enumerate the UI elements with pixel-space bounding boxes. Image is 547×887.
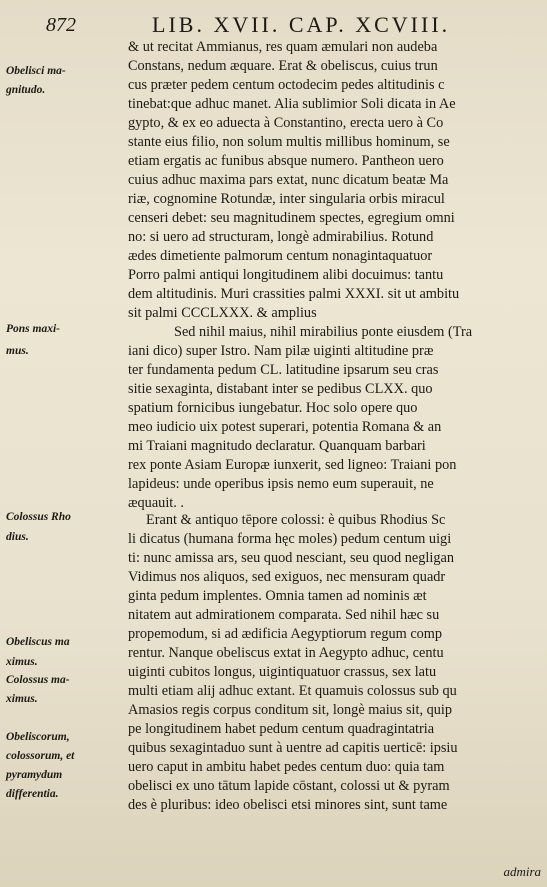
text-line: ginta pedum implentes. Omnia tamen ad nominis æt <box>128 588 427 604</box>
catchword: admira <box>503 864 541 879</box>
text-line: Porro palmi antiqui longitudinem alibi docuimus: tantu <box>128 267 444 283</box>
text-line: obelisci ex uno tātum lapide cōstant, colossi ut & pyram <box>128 778 450 794</box>
text-line: spatium fornicibus iungebatur. Hoc solo opere quo <box>128 400 418 416</box>
text-line: censeri debet: seu magnitudinem spectes, egregium omni <box>128 210 455 226</box>
text-line: sitie sexaginta, distabant inter se pedibus CLXX. quo <box>128 381 433 397</box>
text-line: des è pluribus: ideo obelisci etsi minores sint, sunt tame <box>128 797 448 813</box>
margin-note: gnitudo. <box>6 84 46 96</box>
text-line: ter fundamenta pedum CL. latitudine ipsarum seu cras <box>128 362 439 378</box>
page-header <box>46 12 547 36</box>
text-line: ti: nunc amissa ars, seu quod nesciant, seu quod negligan <box>128 550 454 566</box>
text-line: cuius adhuc maxima pars extat, nunc dicatum beatæ Ma <box>128 172 449 188</box>
text-line: æquauit. . <box>128 495 184 511</box>
text-line: cus præter pedem centum octodecim pedes altitudinis c <box>128 77 445 93</box>
text-line: Amasios regis corpus conditum sit, longè maius sit, quip <box>128 702 453 718</box>
margin-note: Colossus ma- <box>6 674 70 686</box>
margin-note: differentia. <box>6 788 59 800</box>
text-line: Erant & antiquo tēpore colossi: è quibus Rhodius Sc <box>146 512 446 528</box>
margin-note: Obeliscorum, <box>6 731 70 743</box>
running-head: LIB. XVII. CAP. XCVIII. <box>152 12 451 37</box>
text-line: nitatem aut admirationem comparata. Sed nihil hæc su <box>128 607 440 623</box>
text-line: propemodum, si ad ædificia Aegyptiorum regum comp <box>128 626 443 642</box>
margin-note: Pons maxi- <box>6 323 60 335</box>
text-line: mi Traiani magnitudo declaratur. Quanquam barbari <box>128 438 426 454</box>
text-line: tinebat:que adhuc manet. Alia sublimior Soli dicata in Ae <box>128 96 456 112</box>
text-line: meo iudicio uix potest superari, potentia Romana & an <box>128 419 442 435</box>
margin-note: colossorum, et <box>6 750 75 762</box>
margin-note: dius. <box>6 531 29 543</box>
text-line: no: si uero ad structuram, longè admirabilius. Rotund <box>128 229 434 245</box>
text-line: rentur. Nanque obeliscus extat in Aegypto adhuc, centu <box>128 645 444 661</box>
text-line: etiam ergatis ac funibus absque numero. Pantheon uero <box>128 153 444 169</box>
text-line: iani dico) super Istro. Nam pilæ uiginti altitudine præ <box>128 343 434 359</box>
text-line: quibus sexagintaduo sunt à uentre ad capitis uerticē: ipsiu <box>128 740 458 756</box>
text-line: riæ, cognomine Rotundæ, inter singularia orbis miracul <box>128 191 445 207</box>
margin-note: ximus. <box>6 693 38 705</box>
text-line: Constans, nedum æquare. Erat & obeliscus, cuius trun <box>128 58 438 74</box>
text-line: sit palmi CCCLXXX. & amplius <box>128 305 317 321</box>
margin-note: Obelisci ma- <box>6 65 66 77</box>
text-line: & ut recitat Ammianus, res quam æmulari non audeba <box>128 39 438 55</box>
margin-note: pyramydum <box>6 769 63 781</box>
text-line: ædes dimetiente palmorum centum nonagintaquatuor <box>128 248 433 264</box>
text-line: uero caput in ambitu habet pedes centum duo: quia tam <box>128 759 445 775</box>
text-line: pe longitudinem habet pedum centum quadragintatria <box>128 721 435 737</box>
margin-note: mus. <box>6 345 29 357</box>
text-line: Vidimus nos aliquos, sed exiguos, nec mensuram quadr <box>128 569 446 585</box>
text-line: gypto, & ex eo aduecta à Constantino, erecta uero à Co <box>128 115 444 131</box>
text-line: rex ponte Asiam Europæ iunxerit, sed ligneo: Traiani pon <box>128 457 457 473</box>
margin-note: ximus. <box>6 656 38 668</box>
text-line: uiginti cubitos longus, uigintiquatuor crassus, sex latu <box>128 664 437 680</box>
margin-note: Obeliscus ma <box>6 636 70 648</box>
page-number: 872 <box>46 14 76 36</box>
text-line: stante eius filio, non solum multis millibus hominum, se <box>128 134 450 150</box>
text-line: Sed nihil maius, nihil mirabilius ponte eiusdem (Tra <box>174 324 473 340</box>
text-line: li dicatus (humana forma hęc moles) pedum centum uigi <box>128 531 452 547</box>
text-line: lapideus: unde operibus ipsis nemo eum superauit, ne <box>128 476 434 492</box>
text-line: dem altitudinis. Muri crassities palmi XXXI. sit ut ambitu <box>128 286 460 302</box>
text-line: multi etiam alij adhuc extant. Et quamuis colossus sub qu <box>128 683 457 699</box>
margin-note: Colossus Rho <box>6 511 71 523</box>
